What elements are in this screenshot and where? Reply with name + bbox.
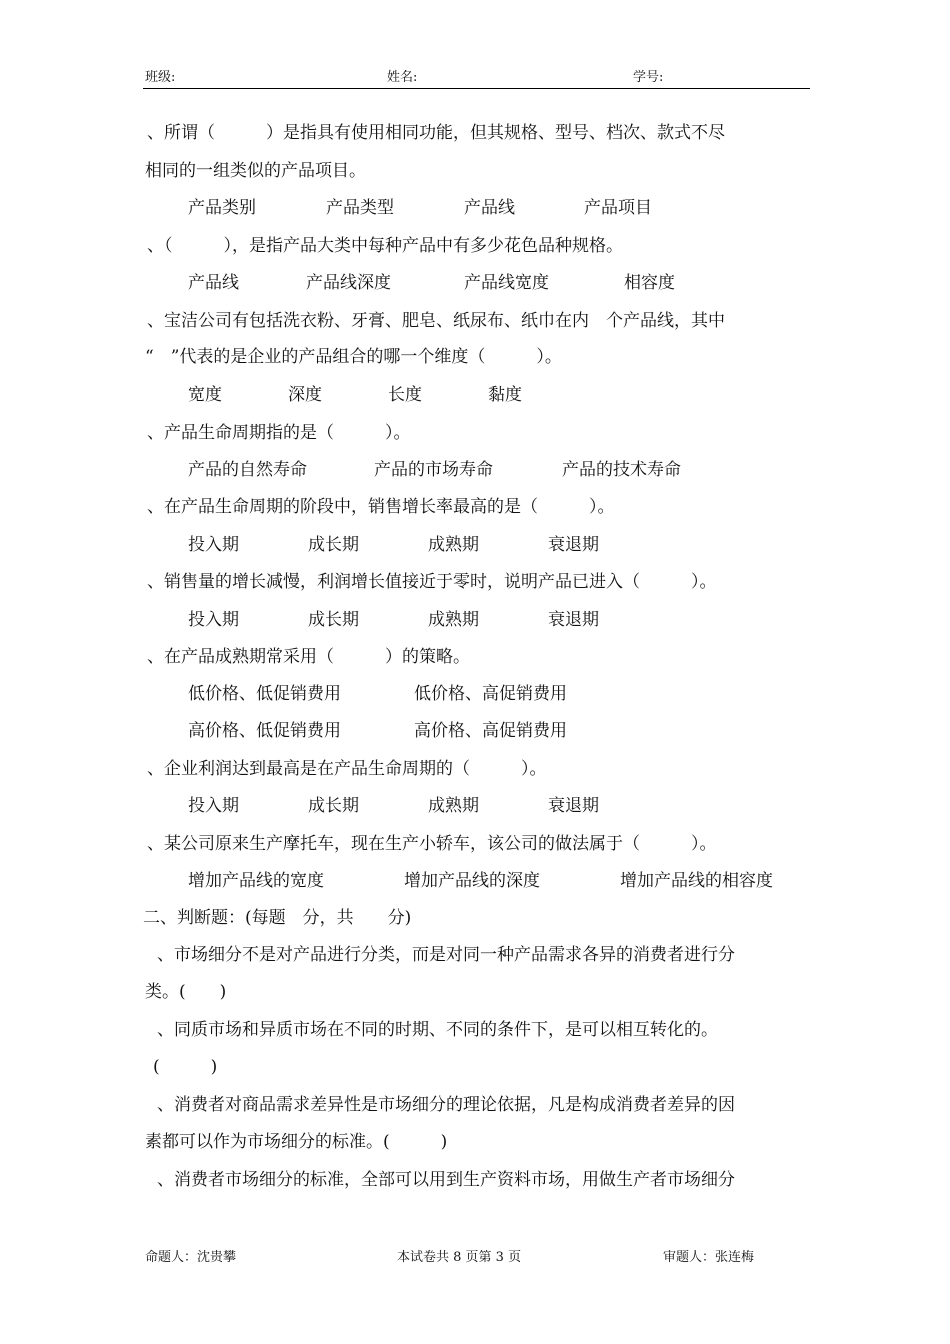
option-a[interactable]: 产品线 bbox=[188, 273, 239, 293]
option-a[interactable]: 投入期 bbox=[188, 610, 239, 630]
question-1-line-1: 、所谓（ ）是指具有使用相同功能，但其规格、型号、档次、款式不尽 bbox=[147, 123, 725, 143]
question-7-options-row-2 bbox=[188, 719, 851, 743]
class-label: 班级: bbox=[145, 70, 176, 85]
option-d[interactable]: 相容度 bbox=[624, 273, 675, 293]
question-6-options bbox=[188, 608, 851, 632]
question-8-line-1: 、企业利润达到最高是在产品生命周期的（ ）。 bbox=[147, 759, 547, 779]
question-4-line-1: 、产品生命周期指的是（ ）。 bbox=[147, 423, 411, 443]
option-c[interactable]: 长度 bbox=[388, 385, 422, 405]
option-c[interactable]: 成熟期 bbox=[428, 610, 479, 630]
option-b[interactable]: 成长期 bbox=[308, 535, 359, 555]
question-3-options bbox=[188, 383, 851, 407]
option-c[interactable]: 产品的技术寿命 bbox=[562, 460, 681, 480]
option-a[interactable]: 投入期 bbox=[188, 535, 239, 555]
option-b[interactable]: 产品的市场寿命 bbox=[374, 460, 493, 480]
option-b[interactable]: 增加产品线的深度 bbox=[404, 871, 540, 891]
option-d[interactable]: 衰退期 bbox=[548, 610, 599, 630]
question-7-line-1: 、在产品成熟期常采用（ ）的策略。 bbox=[147, 647, 470, 667]
option-c[interactable]: 增加产品线的相容度 bbox=[620, 871, 773, 891]
question-4-options bbox=[188, 458, 851, 482]
option-b[interactable]: 产品类型 bbox=[326, 198, 394, 218]
question-6-line-1: 、销售量的增长减慢，利润增长值接近于零时，说明产品已进入（ ）。 bbox=[147, 572, 717, 592]
option-b[interactable]: 深度 bbox=[288, 385, 322, 405]
question-9-line-1: 、某公司原来生产摩托车，现在生产小轿车，该公司的做法属于（ ）。 bbox=[147, 834, 717, 854]
question-8-options bbox=[188, 794, 851, 818]
option-c[interactable]: 成熟期 bbox=[428, 535, 479, 555]
question-9-options bbox=[188, 869, 851, 893]
option-b[interactable]: 低价格、高促销费用 bbox=[414, 684, 567, 704]
footer-author: 命题人：沈贵攀 bbox=[145, 1250, 237, 1265]
judgment-1-line-2: 类。( ) bbox=[145, 982, 227, 1002]
question-2-line-1: 、（ ），是指产品大类中每种产品中有多少花色品种规格。 bbox=[147, 236, 623, 256]
question-7-options-row-1 bbox=[188, 682, 851, 706]
option-c[interactable]: 高价格、低促销费用 bbox=[188, 721, 341, 741]
question-3-line-2: “ ”代表的是企业的产品组合的哪一个维度（ ）。 bbox=[145, 347, 562, 367]
option-a[interactable]: 投入期 bbox=[188, 796, 239, 816]
option-a[interactable]: 增加产品线的宽度 bbox=[188, 871, 324, 891]
option-b[interactable]: 成长期 bbox=[308, 796, 359, 816]
question-3-line-1: 、宝洁公司有包括洗衣粉、牙膏、肥皂、纸尿布、纸巾在内 个产品线，其中 bbox=[147, 311, 725, 331]
option-b[interactable]: 产品线深度 bbox=[306, 273, 391, 293]
student-id-label: 学号: bbox=[633, 70, 664, 85]
option-d[interactable]: 衰退期 bbox=[548, 796, 599, 816]
judgment-1-line-1: 、市场细分不是对产品进行分类，而是对同一种产品需求各异的消费者进行分 bbox=[157, 945, 735, 965]
footer-reviewer: 审题人：张连梅 bbox=[663, 1250, 755, 1265]
option-c[interactable]: 产品线 bbox=[464, 198, 515, 218]
option-c[interactable]: 产品线宽度 bbox=[464, 273, 549, 293]
option-a[interactable]: 宽度 bbox=[188, 385, 222, 405]
judgment-3-line-2: 素都可以作为市场细分的标准。( ) bbox=[145, 1132, 448, 1152]
option-d[interactable]: 黏度 bbox=[488, 385, 522, 405]
option-d[interactable]: 产品项目 bbox=[584, 198, 652, 218]
question-1-line-2: 相同的一组类似的产品项目。 bbox=[145, 161, 366, 181]
question-5-options bbox=[188, 533, 851, 557]
name-label: 姓名: bbox=[387, 70, 418, 85]
option-a[interactable]: 产品的自然寿命 bbox=[188, 460, 307, 480]
judgment-2-line-1: 、同质市场和异质市场在不同的时期、不同的条件下，是可以相互转化的。 bbox=[157, 1020, 718, 1040]
judgment-2-line-2: ( ) bbox=[153, 1057, 218, 1077]
option-d[interactable]: 衰退期 bbox=[548, 535, 599, 555]
section-2-title: 二、判断题：(每题 分，共 分) bbox=[143, 908, 412, 928]
option-b[interactable]: 成长期 bbox=[308, 610, 359, 630]
option-a[interactable]: 产品类别 bbox=[188, 198, 256, 218]
option-d[interactable]: 高价格、高促销费用 bbox=[414, 721, 567, 741]
judgment-3-line-1: 、消费者对商品需求差异性是市场细分的理论依据，凡是构成消费者差异的因 bbox=[157, 1095, 735, 1115]
footer-page-number: 本试卷共 8 页第 3 页 bbox=[397, 1250, 522, 1265]
option-c[interactable]: 成熟期 bbox=[428, 796, 479, 816]
question-5-line-1: 、在产品生命周期的阶段中，销售增长率最高的是（ ）。 bbox=[147, 497, 615, 517]
question-2-options bbox=[188, 271, 851, 295]
judgment-4-line-1: 、消费者市场细分的标准，全部可以用到生产资料市场，用做生产者市场细分 bbox=[157, 1170, 735, 1190]
option-a[interactable]: 低价格、低促销费用 bbox=[188, 684, 341, 704]
question-1-options bbox=[188, 196, 851, 220]
header-rule bbox=[143, 88, 810, 89]
